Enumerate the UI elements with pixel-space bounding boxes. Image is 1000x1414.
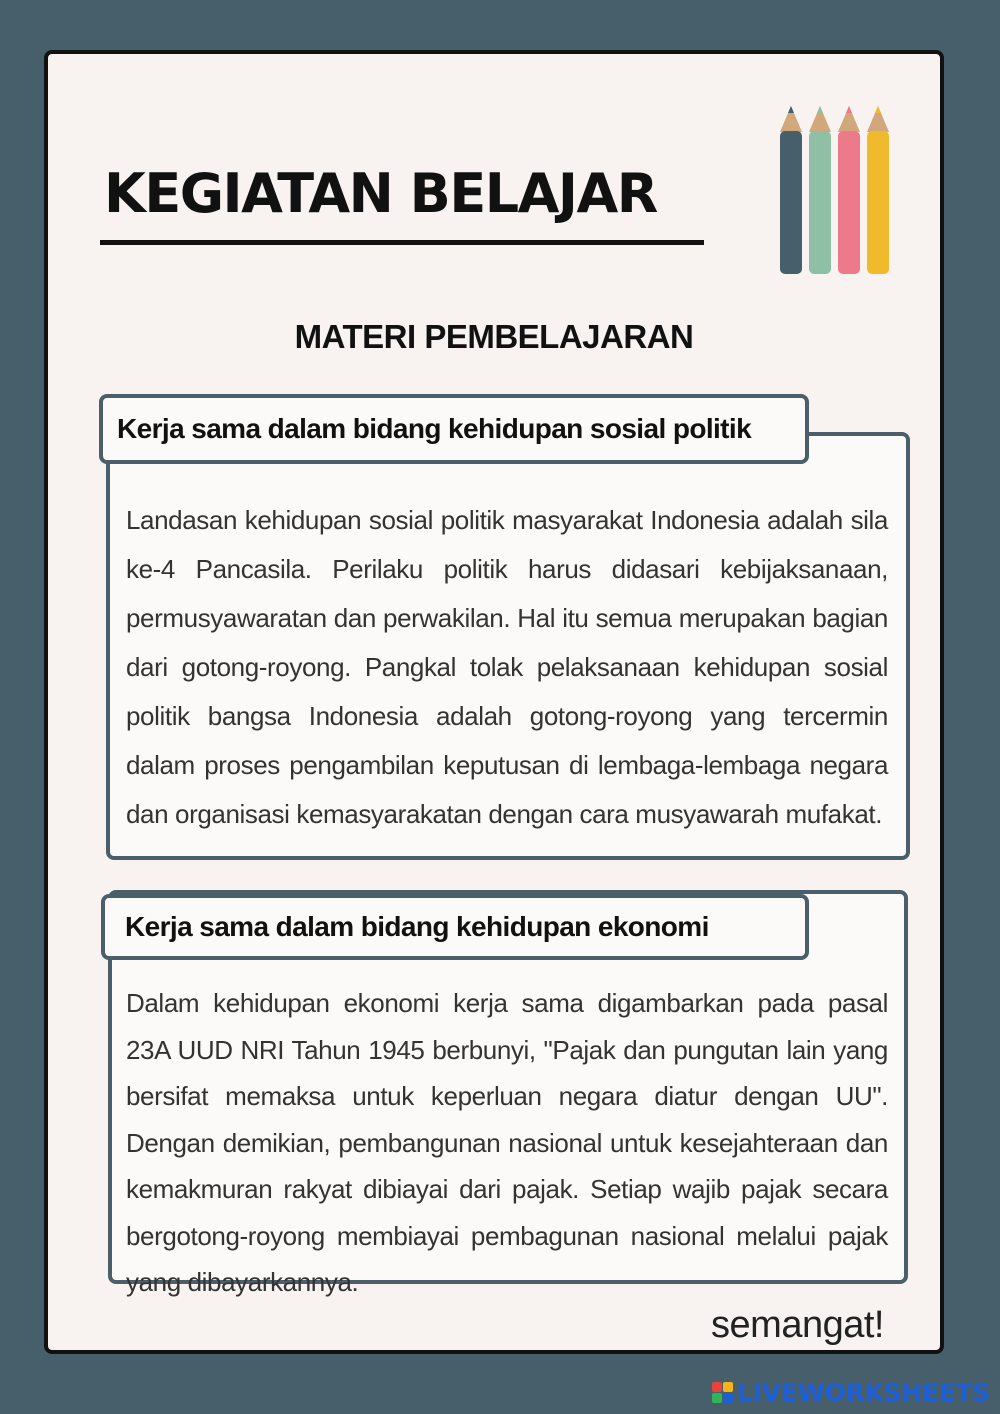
card-ekonomi-text: Dalam kehidupan ekonomi kerja sama digambarkan pada pasal 23A UUD NRI Tahun 1945 berbunyi, "Pajak dan pungutan lain yang bersifat memaksa untuk keperluan negara diatur dengan UU". Dengan demikian, pembangunan nasional untuk kesejahteraan dan kemakmuran rakyat dibiayai dari pajak. Setiap wajib pajak secara bergotong-royong membiayai pembagunan nasional melalui pajak yang dibayarkannya.: [126, 988, 888, 1297]
card-heading-label: Kerja sama dalam bidang kehidupan sosial politik: [117, 413, 752, 444]
signoff-text: semangat!: [711, 1304, 884, 1346]
page-title: KEGIATAN BELAJAR: [104, 162, 657, 225]
pencil-navy: [780, 106, 802, 274]
watermark-brand: LIVEWORKSHEETS: [736, 1378, 990, 1407]
liveworksheets-logo-icon: [712, 1382, 733, 1403]
card-sosial-politik-text: Landasan kehidupan sosial politik masyarakat Indonesia adalah sila ke-4 Pancasila. Perilaku politik harus didasari kebijaksanaan, permusyawaratan dan perwakilan. Hal itu semua merupakan bagian dari gotong-royong. Pangkal tolak pelaksanaan kehidupan sosial politik bangsa Indonesia adalah gotong-royong yang tercermin dalam proses pengambilan keputusan di lembaga-lembaga negara dan organisasi kemasyarakatan dengan cara musyawarah mufakat.: [126, 505, 888, 829]
worksheet-page: [44, 50, 944, 1354]
liveworksheets-watermark: [712, 1378, 990, 1407]
pencil-pink: [838, 106, 860, 274]
card-ekonomi-heading: [101, 894, 809, 960]
colored-pencils-icon: [780, 100, 892, 274]
pencil-yellow: [867, 106, 889, 274]
card-sosial-politik-heading: [99, 394, 809, 464]
title-underline: [100, 240, 704, 245]
pencil-green: [809, 106, 831, 274]
section-subtitle: MATERI PEMBELAJARAN: [294, 318, 694, 355]
card-heading-label: Kerja sama dalam bidang kehidupan ekonomi: [125, 911, 709, 942]
